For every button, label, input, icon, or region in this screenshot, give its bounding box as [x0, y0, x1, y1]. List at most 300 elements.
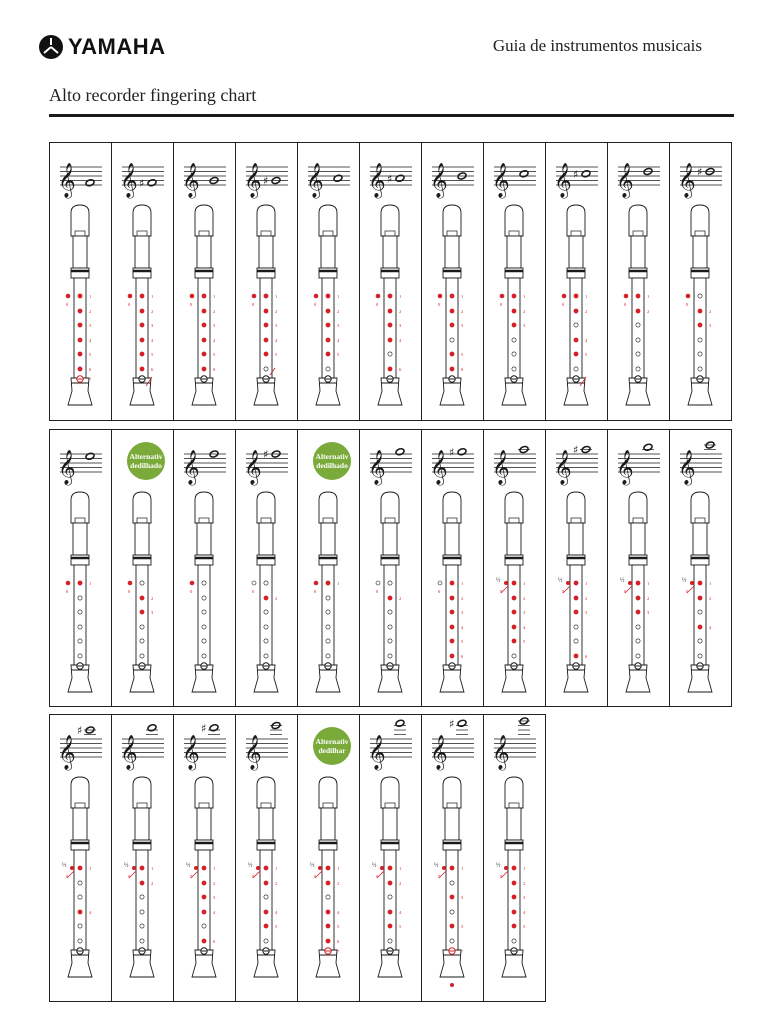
finger-hole: [512, 895, 516, 899]
finger-hole: [140, 309, 144, 313]
treble-clef-icon: 𝄞: [554, 450, 572, 485]
fingering-cell: [484, 430, 546, 706]
hole-number: 4: [337, 338, 340, 343]
hole-number: 1: [89, 294, 92, 299]
finger-hole: [636, 323, 640, 327]
thumb-hole: [376, 294, 380, 298]
fingering-cell: [112, 143, 174, 420]
whole-note-icon: [85, 179, 95, 187]
hole-number: 3: [461, 323, 464, 328]
treble-clef-icon: 𝄞: [244, 163, 262, 198]
finger-hole: [574, 309, 578, 313]
finger-hole: [388, 610, 392, 614]
finger-hole: [512, 309, 516, 313]
thumb-label: 0: [128, 589, 131, 594]
hole-number: 2: [275, 881, 278, 886]
fingering-diagram: [422, 430, 483, 706]
treble-clef-icon: 𝄞: [306, 163, 324, 198]
finger-hole: [264, 924, 268, 928]
fingering-row-2: [49, 429, 732, 707]
hole-number: 1: [461, 866, 464, 871]
finger-hole: [78, 910, 82, 914]
alternate-fingering-badge: [127, 442, 165, 480]
thumb-label: 0: [376, 874, 379, 879]
hole-number: 2: [213, 309, 216, 314]
hole-number: 2: [89, 309, 92, 314]
finger-hole: [202, 596, 206, 600]
finger-hole: [574, 639, 578, 643]
finger-hole: [140, 610, 144, 614]
whole-note-icon: [209, 724, 219, 732]
finger-hole: [388, 639, 392, 643]
finger-hole: [202, 294, 206, 298]
hole-number: 3: [89, 323, 92, 328]
hole-number: 1: [461, 294, 464, 299]
finger-hole: [202, 881, 206, 885]
recorder-icon: [502, 205, 526, 405]
hole-number: 2: [647, 596, 650, 601]
treble-clef-icon: 𝄞: [368, 163, 386, 198]
hole-number: 3: [585, 610, 588, 615]
finger-hole: [450, 639, 454, 643]
fingering-cell: [484, 715, 545, 1001]
finger-hole: [326, 323, 330, 327]
hole-number: 6: [461, 654, 464, 659]
fingering-diagram: [112, 143, 173, 420]
fingering-diagram: [236, 715, 297, 1001]
finger-hole: [388, 309, 392, 313]
finger-hole: [450, 924, 454, 928]
thumb-label: 0: [314, 874, 317, 879]
hole-number: 1: [151, 866, 154, 871]
fingering-diagram: [484, 430, 545, 706]
finger-hole: [140, 639, 144, 643]
hole-number: 2: [399, 596, 402, 601]
finger-hole: [264, 581, 268, 585]
fingering-diagram: [360, 143, 421, 420]
hole-number: 1: [399, 866, 402, 871]
hole-number: 2: [337, 309, 340, 314]
treble-clef-icon: 𝄞: [182, 735, 200, 770]
hole-number: 7: [89, 377, 92, 382]
recorder-icon: [688, 492, 712, 692]
sharp-icon: ♯: [387, 172, 393, 186]
finger-hole: [264, 309, 268, 313]
hole-number: 2: [213, 881, 216, 886]
alternate-fingering-badge: [313, 442, 351, 480]
hole-number: 6: [89, 367, 92, 372]
finger-hole: [636, 352, 640, 356]
fingering-cell: [174, 715, 236, 1001]
fingering-diagram: [236, 143, 297, 420]
recorder-icon: [316, 205, 340, 405]
recorder-icon: [68, 777, 92, 977]
finger-hole: [388, 654, 392, 658]
fingering-cell: [422, 430, 484, 706]
finger-hole: [574, 338, 578, 342]
finger-hole: [202, 866, 206, 870]
hole-number: 5: [89, 352, 92, 357]
finger-hole: [140, 910, 144, 914]
hole-number: 6: [461, 367, 464, 372]
finger-hole: [326, 581, 330, 585]
recorder-icon: [254, 777, 278, 977]
finger-hole: [78, 581, 82, 585]
finger-hole: [264, 939, 268, 943]
hole-number: 1: [585, 294, 588, 299]
fingering-cell: [422, 715, 484, 1001]
finger-hole: [636, 581, 640, 585]
thumb-hole: [252, 581, 256, 585]
whole-note-icon: [457, 719, 467, 727]
hole-number: 1: [213, 866, 216, 871]
hole-number: 6: [151, 367, 154, 372]
fingering-cell: [50, 430, 112, 706]
finger-hole: [78, 309, 82, 313]
finger-hole: [574, 323, 578, 327]
finger-hole: [636, 309, 640, 313]
whole-note-icon: [395, 448, 405, 456]
fingering-diagram: [670, 143, 731, 420]
finger-hole: [326, 639, 330, 643]
fingering-cell: [112, 430, 174, 706]
fingering-diagram: [112, 715, 173, 1001]
hole-number: 3: [523, 895, 526, 900]
finger-hole: [636, 654, 640, 658]
finger-hole: [450, 323, 454, 327]
fingering-cell: [50, 143, 112, 420]
hole-number: 6: [213, 939, 216, 944]
hole-number: 1: [275, 866, 278, 871]
finger-hole: [512, 939, 516, 943]
finger-hole: [450, 881, 454, 885]
finger-hole: [264, 654, 268, 658]
hole-number: 5: [523, 639, 526, 644]
finger-hole: [450, 910, 454, 914]
recorder-icon: [192, 205, 216, 405]
finger-hole: [202, 924, 206, 928]
hole-number: 4: [585, 338, 588, 343]
whole-note-icon: [85, 452, 95, 460]
thumb-label: 0: [624, 589, 627, 594]
hole-number: 2: [151, 596, 154, 601]
thumb-hole: [438, 294, 442, 298]
finger-hole: [140, 895, 144, 899]
finger-hole: [388, 881, 392, 885]
recorder-icon: [688, 205, 712, 405]
finger-hole: [202, 338, 206, 342]
hole-number: 4: [275, 910, 278, 915]
finger-hole: [326, 625, 330, 629]
finger-hole: [512, 581, 516, 585]
hole-number: 4: [89, 338, 92, 343]
finger-hole: [264, 294, 268, 298]
thumb-hole: [252, 294, 256, 298]
finger-hole: [264, 596, 268, 600]
hole-number: 5: [275, 352, 278, 357]
alternate-fingering-badge: [313, 727, 351, 765]
finger-hole: [388, 939, 392, 943]
thumb-label: 0: [314, 589, 317, 594]
svg-text:½: ½: [62, 863, 67, 869]
hole-number: 5: [151, 352, 154, 357]
svg-text:½: ½: [434, 863, 439, 869]
thumb-label: 0: [252, 302, 255, 307]
svg-text:½: ½: [496, 578, 501, 584]
finger-hole: [326, 338, 330, 342]
treble-clef-icon: 𝄞: [430, 735, 448, 770]
hole-number: 2: [461, 596, 464, 601]
thumb-label: 0: [624, 302, 627, 307]
fingering-cell: [546, 143, 608, 420]
finger-hole: [326, 294, 330, 298]
recorder-icon: [502, 492, 526, 692]
finger-hole: [388, 924, 392, 928]
recorder-icon: [440, 205, 464, 405]
recorder-icon: [378, 777, 402, 977]
thumb-hole: [128, 294, 132, 298]
hole-number: 1: [523, 294, 526, 299]
recorder-icon: [564, 205, 588, 405]
finger-hole: [388, 596, 392, 600]
finger-hole: [78, 338, 82, 342]
fingering-diagram: [608, 143, 669, 420]
thumb-hole: [66, 294, 70, 298]
finger-hole: [512, 294, 516, 298]
finger-hole: [78, 881, 82, 885]
fingering-diagram: [50, 143, 111, 420]
fingering-cell: [298, 143, 360, 420]
finger-hole: [78, 610, 82, 614]
whole-note-icon: [333, 174, 343, 182]
treble-clef-icon: 𝄞: [58, 163, 76, 198]
finger-hole: [326, 352, 330, 356]
recorder-icon: [192, 777, 216, 977]
hole-number: 2: [709, 309, 712, 314]
finger-hole: [264, 866, 268, 870]
recorder-icon: [130, 492, 154, 692]
finger-hole: [326, 939, 330, 943]
finger-hole: [388, 323, 392, 327]
treble-clef-icon: 𝄞: [492, 735, 510, 770]
hole-number: 3: [523, 610, 526, 615]
whole-note-icon: [581, 170, 591, 178]
hole-number: 2: [647, 309, 650, 314]
hole-number: 6: [213, 367, 216, 372]
whole-note-icon: [457, 448, 467, 456]
sharp-icon: ♯: [263, 174, 269, 188]
finger-hole: [698, 338, 702, 342]
title-rule: [49, 114, 734, 117]
finger-hole: [264, 323, 268, 327]
hole-number: 1: [523, 581, 526, 586]
brand-name: YAMAHA: [68, 34, 166, 59]
hole-number: 2: [523, 881, 526, 886]
hole-number: 1: [647, 581, 650, 586]
finger-hole: [388, 338, 392, 342]
finger-hole: [450, 610, 454, 614]
recorder-icon: [254, 205, 278, 405]
hole-number: 5: [523, 924, 526, 929]
fingering-cell: [546, 430, 608, 706]
hole-number: 1: [213, 294, 216, 299]
finger-hole: [78, 352, 82, 356]
treble-clef-icon: 𝄞: [244, 735, 262, 770]
hole-number: 2: [585, 309, 588, 314]
finger-hole: [326, 596, 330, 600]
finger-hole: [78, 596, 82, 600]
finger-hole: [512, 654, 516, 658]
finger-hole: [202, 309, 206, 313]
recorder-icon: [192, 492, 216, 692]
finger-hole: [388, 581, 392, 585]
hole-number: 1: [709, 581, 712, 586]
recorder-icon: [378, 205, 402, 405]
svg-text:½: ½: [310, 863, 315, 869]
finger-hole: [512, 924, 516, 928]
finger-hole: [140, 581, 144, 585]
thumb-hole: [500, 294, 504, 298]
finger-hole: [202, 581, 206, 585]
finger-hole: [698, 654, 702, 658]
recorder-icon: [316, 777, 340, 977]
sharp-icon: ♯: [449, 717, 455, 731]
hole-number: 3: [647, 610, 650, 615]
thumb-label: 0: [438, 589, 441, 594]
treble-clef-icon: 𝄞: [182, 163, 200, 198]
hole-number: 3: [709, 323, 712, 328]
sharp-icon: ♯: [573, 443, 579, 457]
hole-number: 4: [399, 338, 402, 343]
finger-hole: [512, 338, 516, 342]
hole-number: 4: [89, 910, 92, 915]
recorder-icon: [130, 205, 154, 405]
finger-hole: [140, 596, 144, 600]
badge-text: dedilhado: [130, 461, 162, 470]
hole-number: 6: [585, 654, 588, 659]
fingering-cell: [236, 715, 298, 1001]
hole-number: 2: [151, 309, 154, 314]
hole-number: 5: [275, 924, 278, 929]
hole-number: 4: [213, 338, 216, 343]
fingering-cell: [670, 143, 731, 420]
fingering-diagram: [174, 715, 235, 1001]
hole-number: 1: [647, 294, 650, 299]
svg-text:½: ½: [124, 863, 129, 869]
finger-hole: [326, 309, 330, 313]
finger-hole: [450, 939, 454, 943]
hole-number: 4: [151, 338, 154, 343]
finger-hole: [698, 581, 702, 585]
thumb-label: 0: [562, 589, 565, 594]
finger-hole: [574, 654, 578, 658]
guide-title: Guia de instrumentos musicais: [492, 36, 702, 55]
hole-number: 6: [399, 367, 402, 372]
fingering-cell: [236, 430, 298, 706]
thumb-hole: [128, 581, 132, 585]
finger-hole: [636, 294, 640, 298]
thumb-label: 0: [128, 874, 131, 879]
thumb-hole: [624, 294, 628, 298]
finger-hole: [698, 639, 702, 643]
fingering-diagram: [670, 430, 731, 706]
thumb-label: 0: [438, 302, 441, 307]
treble-clef-icon: 𝄞: [58, 735, 76, 770]
fingering-diagram: [422, 715, 483, 1001]
finger-hole: [78, 323, 82, 327]
finger-hole: [202, 639, 206, 643]
finger-hole: [636, 596, 640, 600]
finger-hole: [512, 352, 516, 356]
svg-text:½: ½: [186, 863, 191, 869]
thumb-hole: [376, 581, 380, 585]
thumb-hole: [190, 294, 194, 298]
recorder-icon: [626, 492, 650, 692]
hole-number: 5: [461, 639, 464, 644]
hole-number: 4: [709, 625, 712, 630]
finger-hole: [450, 338, 454, 342]
hole-number: 4: [399, 910, 402, 915]
hole-number: 2: [399, 881, 402, 886]
finger-hole: [326, 895, 330, 899]
hole-number: 1: [461, 581, 464, 586]
finger-hole: [202, 895, 206, 899]
finger-hole: [512, 866, 516, 870]
finger-hole: [202, 323, 206, 327]
finger-hole: [326, 924, 330, 928]
finger-hole: [450, 294, 454, 298]
hole-number: 3: [523, 323, 526, 328]
treble-clef-icon: 𝄞: [678, 163, 696, 198]
badge-text: dedilhado: [316, 461, 348, 470]
fingering-cell: [360, 143, 422, 420]
fingering-cell: [236, 143, 298, 420]
thumb-hole: [562, 294, 566, 298]
treble-clef-icon: 𝄞: [58, 450, 76, 485]
finger-hole: [78, 866, 82, 870]
hole-number: 5: [461, 924, 464, 929]
finger-hole: [450, 654, 454, 658]
fingering-diagram: [484, 715, 545, 1001]
recorder-icon: [564, 492, 588, 692]
finger-hole: [512, 596, 516, 600]
svg-text:½: ½: [496, 863, 501, 869]
tuning-fork-emblem-icon: [38, 34, 64, 60]
finger-hole: [264, 639, 268, 643]
treble-clef-icon: 𝄞: [244, 450, 262, 485]
hole-number: 3: [213, 895, 216, 900]
hole-number: 1: [275, 294, 278, 299]
thumb-label: 0: [500, 874, 503, 879]
hole-number: 5: [585, 352, 588, 357]
thumb-label: 0: [562, 302, 565, 307]
finger-hole: [140, 881, 144, 885]
thumb-label: 0: [66, 589, 69, 594]
finger-hole: [140, 625, 144, 629]
treble-clef-icon: 𝄞: [368, 450, 386, 485]
hole-number: 3: [461, 895, 464, 900]
badge-text: Alternativ: [315, 452, 349, 461]
hole-number: 5: [337, 352, 340, 357]
hole-number: 2: [709, 596, 712, 601]
finger-hole: [450, 352, 454, 356]
thumb-hole: [314, 581, 318, 585]
finger-hole: [202, 367, 206, 371]
finger-hole: [326, 866, 330, 870]
hole-number: 2: [399, 309, 402, 314]
hole-number: 4: [523, 625, 526, 630]
svg-text:½: ½: [558, 578, 563, 584]
